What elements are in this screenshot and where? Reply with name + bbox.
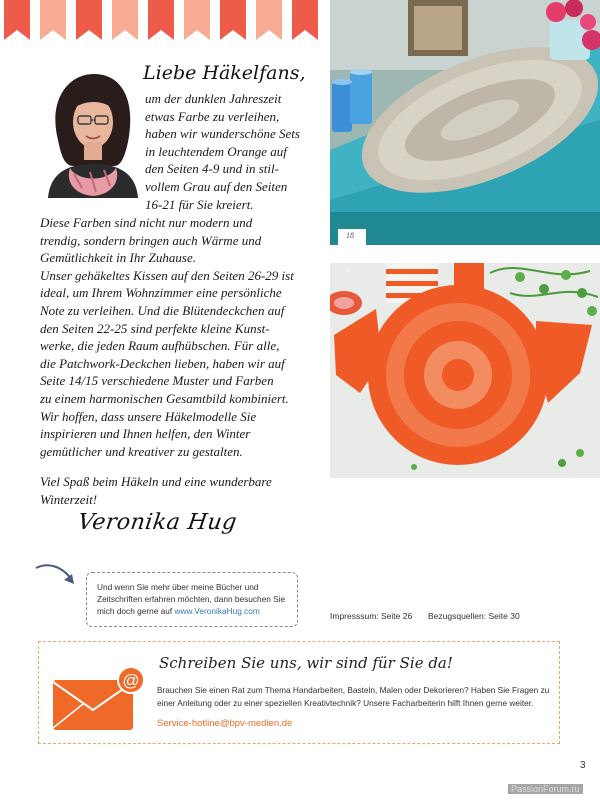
service-email-link[interactable]: Service-hotline@bpv-medien.de: [157, 718, 293, 729]
letter-intro: um der dunklen Jahreszeit etwas Farbe zu verleihen, haben wir wunderschöne Sets in leuchtendem Orange auf den Seiten 4-9 und in stil- vollem Grau auf den Seiten 16-21 für Sie kreiert.: [145, 91, 300, 212]
bunting-flag: [256, 0, 282, 40]
bunting-flag: [292, 0, 318, 40]
bunting-flag: [184, 0, 210, 40]
bunting-flag: [40, 0, 66, 40]
letter-closing: Viel Spaß beim Häkeln und eine wunderbare Winterzeit!: [40, 474, 272, 507]
page-tag: 18: [338, 229, 366, 246]
page-number: 3: [580, 760, 586, 771]
watermark: PassionForum.ru: [508, 784, 583, 794]
bunting-flag: [112, 0, 138, 40]
website-link[interactable]: www.VeronikaHug.com: [174, 606, 260, 616]
arrow-icon: [34, 560, 80, 590]
contact-title: Schreiben Sie uns, wir sind für Sie da!: [159, 654, 453, 672]
photo-grey-doily: [330, 0, 600, 245]
bunting-flag: [148, 0, 174, 40]
handwritten-signature: Veronika Hug: [76, 510, 239, 535]
contact-text: Brauchen Sie einen Rat zum Thema Handarbeiten, Basteln, Malen oder Dekorieren? Haben Sie Fragen zu einer Anleitung oder zu einer speziellen Kreativtechnik? Unsere Facharbeiterin hilft Ihnen gerne weiter.: [157, 685, 550, 708]
info-box: [86, 572, 298, 627]
contact-box: [38, 641, 560, 744]
photo-orange-doily: [330, 263, 600, 478]
info-text: Und wenn Sie mehr über meine Bücher und Zeitschriften erfahren möchten, dann besuchen Sie mich doch gerne auf: [97, 582, 286, 616]
bunting-flag: [4, 0, 30, 40]
page-tag: 9: [346, 267, 350, 276]
bunting-flag: [220, 0, 246, 40]
bunting-flag: [76, 0, 102, 40]
envelope-icon: [53, 666, 145, 730]
bezugsquellen-ref: Bezugsquellen: Seite 30: [428, 611, 520, 621]
bunting-decoration: [0, 0, 330, 44]
impressum-ref: Impresssum: Seite 26: [330, 611, 413, 621]
at-symbol: @: [122, 671, 140, 690]
letter-body: Diese Farben sind nicht nur modern und trendig, sondern bringen auch Wärme und Gemütlichkeit in Ihr Zuhause. Unser gehäkeltes Kissen auf den Seiten 26-29 ist ideal, um Ihrem Wohnzimmer eine persönliche Note zu verleihen. Und die Blütendeckchen auf den Seiten 22-25 sind perfekte kleine Kunst- werke, die jeden Raum aufhübschen. Für alle, die Patchwork-Deckchen lieben, haben wir auf Seite 14/15 verschiedene Muster und Farben zu einem harmonischen Gesamtbild kombiniert. Wir hoffen, dass unsere Häkelmodelle Sie inspirieren und Ihnen helfen, den Winter gemütlicher und kreativer zu gestalten.: [40, 215, 294, 459]
letter-greeting: Liebe Häkelfans,: [143, 62, 306, 84]
author-portrait: [44, 70, 142, 198]
